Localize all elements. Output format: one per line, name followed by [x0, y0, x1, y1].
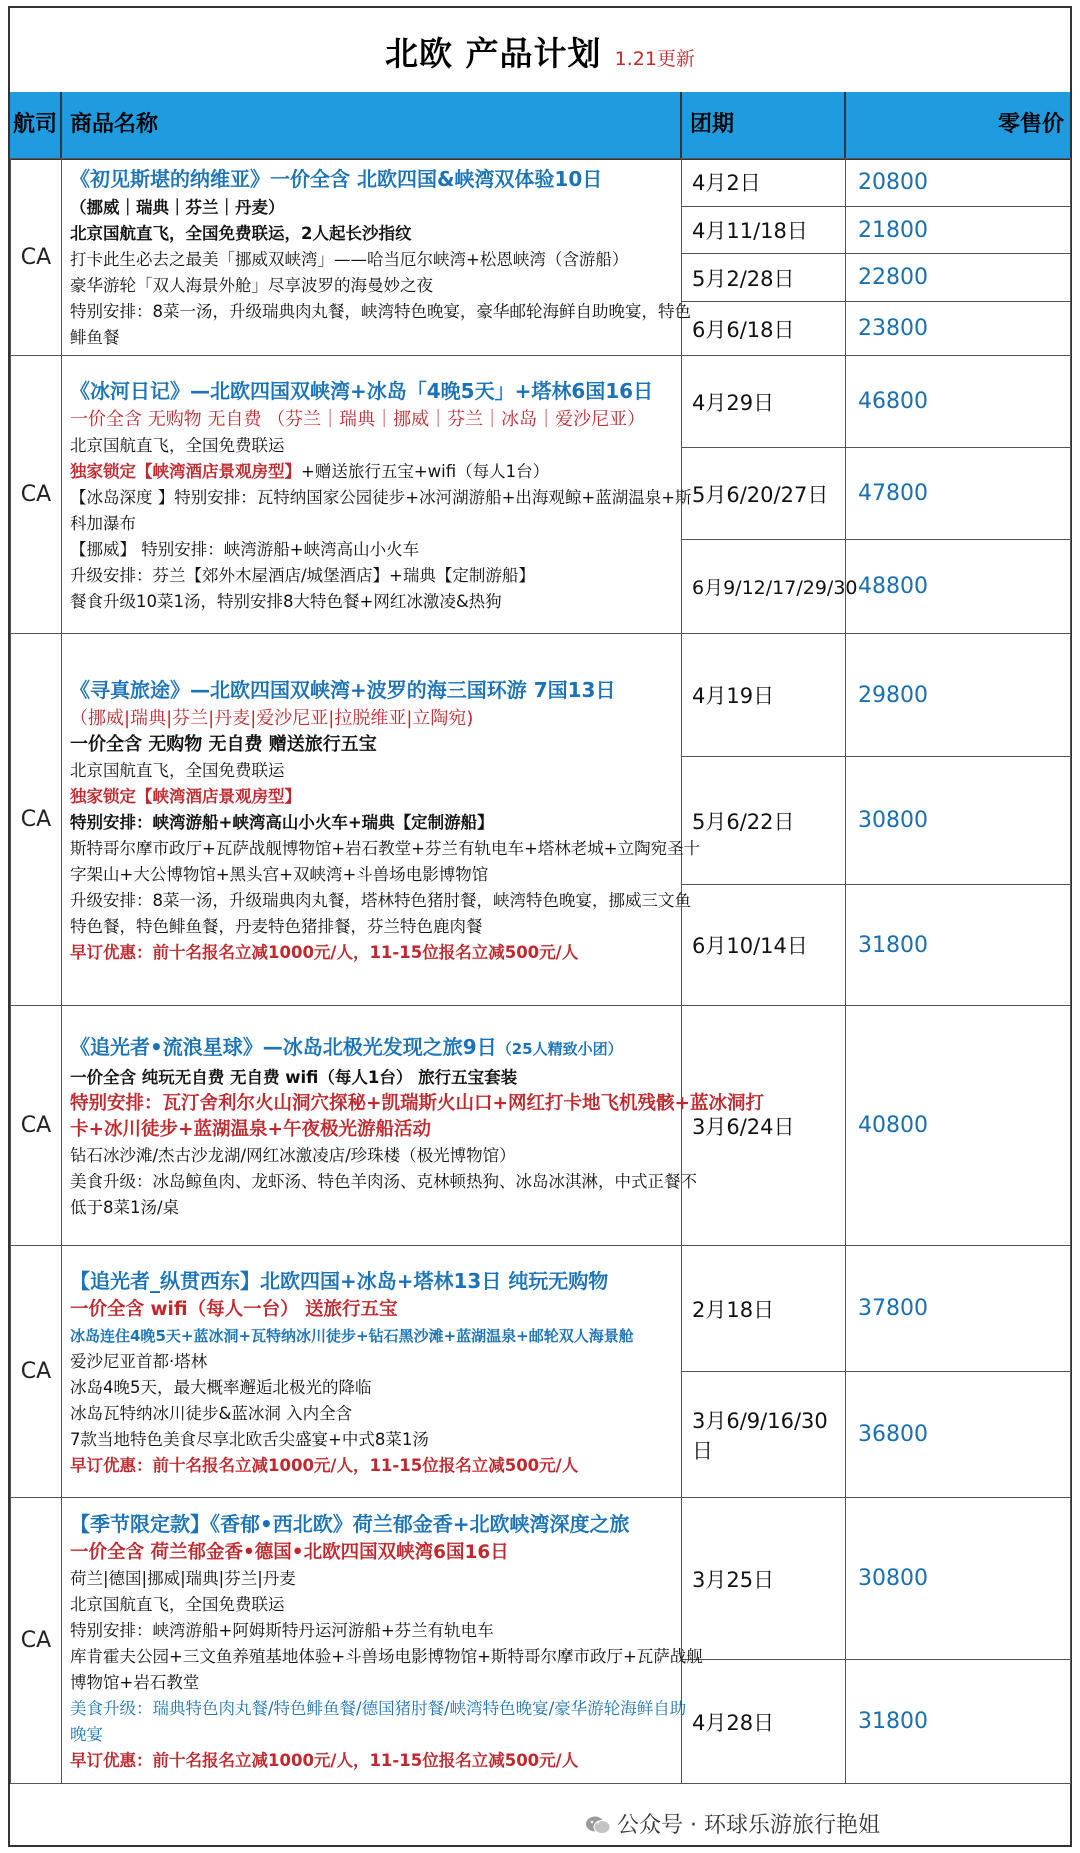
- tour-date: 4月28日: [682, 1660, 846, 1784]
- desc-line: 一价全含 纯玩无自费 无自费 wifi（每人1台） 旅行五宝套装: [70, 1067, 518, 1087]
- desc-highlight: 独家锁定【峡湾酒店景观房型】: [70, 786, 301, 806]
- desc-line: 冰岛瓦特纳冰川徒步&蓝冰洞 入内全含: [70, 1403, 353, 1423]
- group-size-note: （25人精致小团）: [496, 1039, 623, 1058]
- header-product: 商品名称: [70, 112, 159, 137]
- airline-cell: CA: [11, 1498, 62, 1784]
- retail-price: 22800: [846, 254, 1071, 302]
- product-name: 【季节限定款】《香郁•西北欧》荷兰郁金香+北欧峡湾深度之旅: [70, 1511, 630, 1536]
- product-name: 《追光者•流浪星球》—冰岛北极光发现之旅9日: [70, 1034, 497, 1059]
- desc-line: 餐食升级10菜1汤，特别安排8大特色餐+网红冰激凌&热狗: [70, 591, 502, 611]
- desc-line: 斯特哥尔摩市政厅+瓦萨战舰博物馆+岩石教堂+芬兰有轨电车+塔林老城+立陶宛圣十: [70, 838, 701, 858]
- desc-highlight: 卡+冰川徒步+蓝湖温泉+午夜极光游船活动: [70, 1118, 432, 1140]
- airline-cell: CA: [11, 356, 62, 634]
- desc-line: 北京国航直飞，全国免费联运: [70, 1594, 285, 1614]
- desc-line: 特别安排：峡湾游船+阿姆斯特丹运河游船+芬兰有轨电车: [70, 1620, 494, 1640]
- desc-highlight: 一价全含 荷兰郁金香•德国•北欧四国双峡湾6国16日: [70, 1541, 509, 1563]
- retail-price: 46800: [846, 356, 1071, 448]
- product-description: [62, 634, 701, 1006]
- desc-line: 豪华游轮「双人海景外舱」尽享波罗的海曼妙之夜: [70, 276, 433, 295]
- desc-line: 冰岛连住4晚5天+蓝冰洞+瓦特纳冰川徒步+钻石黑沙滩+蓝湖温泉+邮轮双人海景舱: [70, 1326, 634, 1345]
- header-price: 零售价: [997, 112, 1064, 137]
- retail-price: 23800: [846, 302, 1071, 356]
- desc-highlight: 独家锁定【峡湾酒店景观房型】: [70, 461, 301, 481]
- desc-line: 钻石冰沙滩/杰古沙龙湖/网红冰激凌店/珍珠楼（极光博物馆）: [70, 1145, 516, 1165]
- desc-highlight: 特别安排：瓦汀舍利尔火山洞穴探秘+凯瑞斯火山口+网红打卡地飞机残骸+蓝冰洞打: [70, 1092, 765, 1114]
- desc-line: 打卡此生必去之最美「挪威双峡湾」——哈当厄尔峡湾+松恩峡湾（含游船）: [70, 250, 629, 269]
- tour-date: 5月6/22日: [682, 757, 846, 885]
- desc-line: 爱沙尼亚首都·塔林: [70, 1351, 208, 1371]
- desc-line: 博物馆+岩石教堂: [70, 1672, 200, 1692]
- product-name: 【追光者_纵贯西东】北欧四国+冰岛+塔林13日 纯玩无购物: [70, 1268, 609, 1293]
- desc-line: 库肯霍夫公园+三文鱼养殖基地体验+斗兽场电影博物馆+斯特哥尔摩市政厅+瓦萨战舰: [70, 1646, 703, 1666]
- retail-price: 30800: [846, 757, 1071, 885]
- retail-price: 48800: [846, 540, 1071, 634]
- desc-line: 字架山+大公博物馆+黑头宫+双峡湾+斗兽场电影博物馆: [70, 864, 489, 884]
- product-plan-sheet: [8, 6, 1072, 1847]
- desc-line: （挪威|瑞典|芬兰|丹麦|爱沙尼亚|拉脱维亚|立陶宛): [70, 707, 474, 729]
- product-description: [62, 1246, 682, 1498]
- table-row: [11, 356, 1071, 448]
- retail-price: 29800: [846, 634, 1071, 757]
- header-period: 团期: [690, 112, 735, 137]
- tour-date: 3月25日: [682, 1498, 846, 1660]
- desc-line: 低于8菜1汤/桌: [70, 1197, 180, 1217]
- desc-highlight: 一价全含 wifi（每人一台） 送旅行五宝: [70, 1298, 398, 1320]
- desc-line: 升级安排：8菜一汤，升级瑞典肉丸餐，塔林特色猪肘餐，峡湾特色晚宴，挪威三文鱼: [70, 890, 691, 910]
- desc-line: 一价全含 无购物 无自费 （芬兰｜瑞典｜挪威｜芬兰｜冰岛｜爱沙尼亚）: [70, 408, 646, 430]
- desc-line: 荷兰|德国|挪威|瑞典|芬兰|丹麦: [70, 1568, 296, 1588]
- header-airline: 航司: [12, 112, 57, 137]
- wechat-icon: [585, 1815, 611, 1835]
- tour-date: 5月6/20/27日: [682, 448, 846, 540]
- desc-line: 科加瀑布: [70, 513, 136, 533]
- desc-line: 特别安排：8菜一汤，升级瑞典肉丸餐，峡湾特色晚宴，豪华邮轮海鲜自助晚宴，特色: [70, 302, 691, 321]
- retail-price: 31800: [846, 1660, 1071, 1784]
- product-description: [62, 159, 691, 356]
- product-description: [62, 1498, 703, 1784]
- early-bird-offer: 早订优惠：前十名报名立减1000元/人，11-15位报名立减500元/人: [70, 942, 579, 962]
- retail-price: 37800: [846, 1246, 1071, 1372]
- product-name: 《寻真旅途》—北欧四国双峡湾+波罗的海三国环游 7国13日: [70, 677, 616, 702]
- page-title: 北欧 产品计划: [385, 34, 602, 73]
- retail-price: 31800: [846, 885, 1071, 1006]
- retail-price: 21800: [846, 206, 1071, 254]
- early-bird-offer: 早订优惠：前十名报名立减1000元/人，11-15位报名立减500元/人: [70, 1750, 579, 1770]
- desc-line: 升级安排：芬兰【郊外木屋酒店/城堡酒店】+瑞典【定制游船】: [70, 565, 535, 585]
- retail-price: 47800: [846, 448, 1071, 540]
- tour-date: 4月2日: [682, 159, 846, 207]
- tour-date: 5月2/28日: [682, 254, 846, 302]
- tour-date: 6月10/14日: [682, 885, 846, 1006]
- tour-date: 4月29日: [682, 356, 846, 448]
- desc-line: 晚宴: [70, 1724, 103, 1744]
- desc-line: 北京国航直飞，全国免费联运: [70, 435, 285, 455]
- desc-line: 冰岛4晚5天，最大概率邂逅北极光的降临: [70, 1377, 372, 1397]
- product-description: [62, 356, 692, 634]
- watermark-text: 公众号 · 环球乐游旅行艳姐: [617, 1813, 880, 1838]
- table-row: [11, 1006, 1071, 1246]
- tour-date: 4月11/18日: [682, 206, 846, 254]
- desc-line: 【挪威】 特别安排：峡湾游船+峡湾高山小火车: [70, 539, 420, 559]
- tour-date: 6月9/12/17/29/30: [682, 540, 846, 634]
- retail-price: 30800: [846, 1498, 1071, 1660]
- desc-line: 【冰岛深度 】特别安排：瓦特纳国家公园徒步+冰河湖游船+出海观鲸+蓝湖温泉+斯: [70, 487, 692, 507]
- airline-cell: CA: [11, 1006, 62, 1246]
- table-row: [11, 634, 1071, 757]
- airline-cell: CA: [11, 634, 62, 1006]
- desc-line: 7款当地特色美食尽享北欧舌尖盛宴+中式8菜1汤: [70, 1429, 429, 1449]
- desc-line: 北京国航直飞，全国免费联运: [70, 760, 285, 780]
- tour-date: 2月18日: [682, 1246, 846, 1372]
- table-header: [10, 92, 1070, 160]
- product-table: [10, 158, 1071, 1784]
- update-note: 1.21更新: [614, 48, 695, 70]
- airline-cell: CA: [11, 159, 62, 356]
- retail-price: 40800: [846, 1006, 1071, 1246]
- desc-line: 北京国航直飞，全国免费联运，2人起长沙指纹: [70, 224, 412, 243]
- retail-price: 20800: [846, 159, 1071, 207]
- desc-line: （挪威｜瑞典｜芬兰｜丹麦）: [70, 198, 285, 217]
- table-row: [11, 1498, 1071, 1660]
- tour-date: 3月6/9/16/30日: [682, 1372, 846, 1498]
- desc-line: 一价全含 无购物 无自费 赠送旅行五宝: [70, 733, 377, 755]
- airline-cell: CA: [11, 1246, 62, 1498]
- title-row: [10, 8, 1070, 94]
- retail-price: 36800: [846, 1372, 1071, 1498]
- early-bird-offer: 早订优惠：前十名报名立减1000元/人，11-15位报名立减500元/人: [70, 1455, 579, 1475]
- tour-date: 4月19日: [682, 634, 846, 757]
- table-row: [11, 1246, 1071, 1372]
- tour-date: 3月6/24日: [682, 1006, 846, 1246]
- desc-line: 美食升级：瑞典特色肉丸餐/特色鲱鱼餐/德国猪肘餐/峡湾特色晚宴/豪华游轮海鲜自助: [70, 1698, 687, 1718]
- desc-line: 美食升级：冰岛鲸鱼肉、龙虾汤、特色羊肉汤、克林顿热狗、冰岛冰淇淋，中式正餐不: [70, 1171, 697, 1191]
- product-name: 《冰河日记》—北欧四国双峡湾+冰岛「4晚5天」+塔林6国16日: [70, 378, 654, 403]
- desc-line: +赠送旅行五宝+wifi（每人1台）: [301, 461, 550, 481]
- desc-line: 鲱鱼餐: [70, 328, 120, 347]
- product-name: 《初见斯堪的纳维亚》一价全含 北欧四国&峡湾双体验10日: [70, 167, 603, 191]
- watermark: [585, 1808, 880, 1839]
- table-row: [11, 159, 1071, 207]
- desc-line: 特色餐，特色鲱鱼餐，丹麦特色猪排餐，芬兰特色鹿肉餐: [70, 916, 483, 936]
- tour-date: 6月6/18日: [682, 302, 846, 356]
- desc-line: 特别安排：峡湾游船+峡湾高山小火车+瑞典【定制游船】: [70, 812, 494, 832]
